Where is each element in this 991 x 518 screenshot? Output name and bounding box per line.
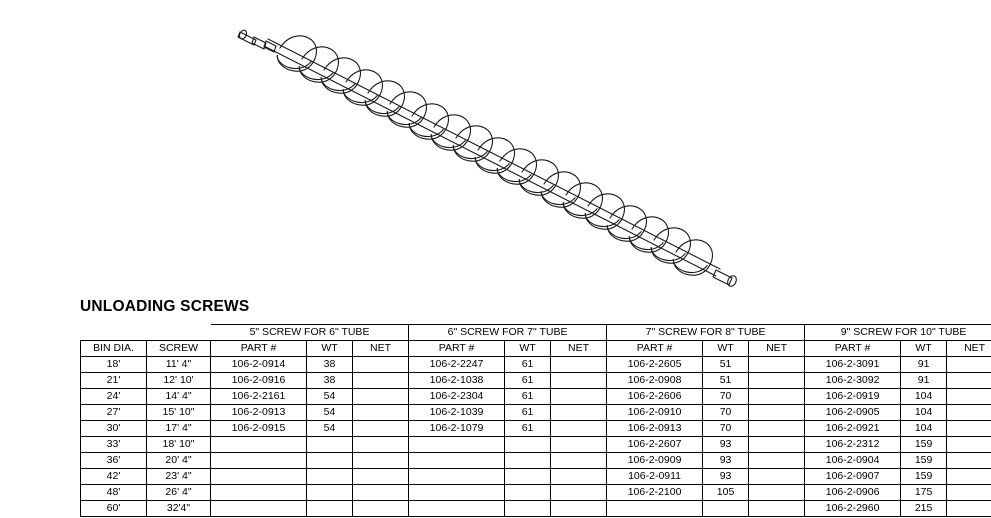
table-cell bbox=[749, 437, 805, 453]
table-cell: 91 bbox=[901, 357, 947, 373]
table-cell: 70 bbox=[703, 405, 749, 421]
column-header: PART # bbox=[607, 341, 703, 357]
table-cell: 27' bbox=[81, 405, 147, 421]
table-cell: 23' 4" bbox=[147, 469, 211, 485]
table-cell: 159 bbox=[901, 437, 947, 453]
group-header-1: 5" SCREW FOR 6" TUBE bbox=[211, 325, 409, 341]
table-cell: 106-2-0911 bbox=[607, 469, 703, 485]
table-row bbox=[81, 421, 991, 437]
table-cell bbox=[947, 373, 991, 389]
table-cell bbox=[551, 453, 607, 469]
table-cell bbox=[947, 405, 991, 421]
table-cell bbox=[409, 437, 505, 453]
table-cell: 54 bbox=[307, 421, 353, 437]
table-cell bbox=[211, 469, 307, 485]
table-cell bbox=[409, 485, 505, 501]
table-cell bbox=[749, 421, 805, 437]
table-cell bbox=[409, 469, 505, 485]
table-cell bbox=[947, 469, 991, 485]
table-cell bbox=[307, 437, 353, 453]
table-row bbox=[81, 453, 991, 469]
table-cell: 36' bbox=[81, 453, 147, 469]
group-header-4: 9" SCREW FOR 10" TUBE bbox=[805, 325, 991, 341]
table-cell bbox=[505, 453, 551, 469]
column-header: WT bbox=[307, 341, 353, 357]
table-cell: 61 bbox=[505, 389, 551, 405]
table-cell: 104 bbox=[901, 389, 947, 405]
column-header: PART # bbox=[409, 341, 505, 357]
table-cell: 105 bbox=[703, 485, 749, 501]
table-cell: 60' bbox=[81, 501, 147, 517]
table-cell bbox=[947, 421, 991, 437]
table-cell bbox=[947, 453, 991, 469]
table-cell: 106-2-0910 bbox=[607, 405, 703, 421]
table-cell: 215 bbox=[901, 501, 947, 517]
table-cell bbox=[551, 373, 607, 389]
table-cell: 15' 10" bbox=[147, 405, 211, 421]
column-header: NET bbox=[353, 341, 409, 357]
unloading-screws-table bbox=[80, 324, 991, 517]
table-cell bbox=[353, 453, 409, 469]
table-cell bbox=[307, 453, 353, 469]
table-cell: 106-2-0909 bbox=[607, 453, 703, 469]
table-cell: 26' 4" bbox=[147, 485, 211, 501]
table-cell: 18' bbox=[81, 357, 147, 373]
table-cell bbox=[211, 437, 307, 453]
table-cell: 70 bbox=[703, 389, 749, 405]
table-cell: 54 bbox=[307, 389, 353, 405]
table-cell: 106-2-0915 bbox=[211, 421, 307, 437]
table-cell bbox=[551, 485, 607, 501]
table-cell bbox=[749, 485, 805, 501]
auger-screw-drawing bbox=[210, 8, 770, 298]
table-cell: 42' bbox=[81, 469, 147, 485]
table-cell: 24' bbox=[81, 389, 147, 405]
table-cell bbox=[551, 421, 607, 437]
table-cell bbox=[211, 453, 307, 469]
table-cell: 61 bbox=[505, 357, 551, 373]
column-header: WT bbox=[901, 341, 947, 357]
table-cell bbox=[211, 501, 307, 517]
table-cell: 106-2-0913 bbox=[607, 421, 703, 437]
table-cell: 106-2-0905 bbox=[805, 405, 901, 421]
column-header: PART # bbox=[805, 341, 901, 357]
table-cell: 61 bbox=[505, 373, 551, 389]
table-cell: 17' 4" bbox=[147, 421, 211, 437]
table-cell bbox=[353, 389, 409, 405]
table-cell bbox=[551, 437, 607, 453]
table-cell: 106-2-0919 bbox=[805, 389, 901, 405]
table-cell: 20' 4" bbox=[147, 453, 211, 469]
table-cell: 175 bbox=[901, 485, 947, 501]
column-header: PART # bbox=[211, 341, 307, 357]
table-cell bbox=[505, 437, 551, 453]
table-cell: 106-2-1079 bbox=[409, 421, 505, 437]
table-cell: 106-2-1039 bbox=[409, 405, 505, 421]
table-cell bbox=[505, 485, 551, 501]
table-cell: 106-2-3091 bbox=[805, 357, 901, 373]
table-cell bbox=[947, 501, 991, 517]
table-cell: 106-2-2605 bbox=[607, 357, 703, 373]
table-cell: 14' 4" bbox=[147, 389, 211, 405]
table-cell: 30' bbox=[81, 421, 147, 437]
table-cell: 54 bbox=[307, 405, 353, 421]
table-row bbox=[81, 389, 991, 405]
table-cell: 48' bbox=[81, 485, 147, 501]
table-cell bbox=[703, 501, 749, 517]
column-header: NET bbox=[551, 341, 607, 357]
table-cell bbox=[607, 501, 703, 517]
table-body bbox=[81, 357, 991, 517]
table-cell: 106-2-1038 bbox=[409, 373, 505, 389]
auger-screw-illustration bbox=[210, 8, 770, 298]
table-cell bbox=[749, 501, 805, 517]
table-cell: 93 bbox=[703, 437, 749, 453]
column-header: NET bbox=[947, 341, 991, 357]
group-header-blank bbox=[81, 325, 211, 341]
table-cell: 106-2-2312 bbox=[805, 437, 901, 453]
table-cell bbox=[353, 437, 409, 453]
table-header bbox=[81, 325, 991, 357]
table-cell: 33' bbox=[81, 437, 147, 453]
table-cell: 106-2-0906 bbox=[805, 485, 901, 501]
table-cell bbox=[749, 405, 805, 421]
table-cell: 70 bbox=[703, 421, 749, 437]
table-cell: 18' 10" bbox=[147, 437, 211, 453]
table-cell bbox=[353, 373, 409, 389]
table-cell: 106-2-3092 bbox=[805, 373, 901, 389]
table-cell: 38 bbox=[307, 357, 353, 373]
table-cell: 106-2-0921 bbox=[805, 421, 901, 437]
table-cell: 11' 4" bbox=[147, 357, 211, 373]
group-header-3: 7" SCREW FOR 8" TUBE bbox=[607, 325, 805, 341]
table-cell bbox=[749, 373, 805, 389]
table-cell: 106-2-2960 bbox=[805, 501, 901, 517]
table-cell bbox=[551, 389, 607, 405]
table-cell bbox=[211, 485, 307, 501]
table-cell: 106-2-2247 bbox=[409, 357, 505, 373]
table-cell: 106-2-2100 bbox=[607, 485, 703, 501]
table-cell bbox=[353, 405, 409, 421]
table-cell bbox=[947, 437, 991, 453]
table-row bbox=[81, 485, 991, 501]
column-header: WT bbox=[505, 341, 551, 357]
table-cell: 159 bbox=[901, 469, 947, 485]
table-cell: 106-2-0916 bbox=[211, 373, 307, 389]
table-cell bbox=[409, 501, 505, 517]
table-cell bbox=[307, 485, 353, 501]
table-cell: 12' 10' bbox=[147, 373, 211, 389]
table-cell: 61 bbox=[505, 421, 551, 437]
table-cell bbox=[947, 389, 991, 405]
table-row bbox=[81, 405, 991, 421]
table-cell: 104 bbox=[901, 421, 947, 437]
table-cell bbox=[749, 389, 805, 405]
table-cell bbox=[353, 501, 409, 517]
table-cell: 93 bbox=[703, 469, 749, 485]
table-cell: 106-2-0907 bbox=[805, 469, 901, 485]
table-cell bbox=[505, 469, 551, 485]
table-cell bbox=[353, 421, 409, 437]
table-cell: 106-2-0904 bbox=[805, 453, 901, 469]
table-row bbox=[81, 469, 991, 485]
table-cell bbox=[551, 469, 607, 485]
table-cell bbox=[307, 501, 353, 517]
table-cell bbox=[551, 501, 607, 517]
table-cell: 104 bbox=[901, 405, 947, 421]
table-cell bbox=[947, 357, 991, 373]
table-cell bbox=[353, 485, 409, 501]
table-cell bbox=[749, 453, 805, 469]
section-title: UNLOADING SCREWS bbox=[80, 298, 250, 315]
column-header: WT bbox=[703, 341, 749, 357]
table-cell bbox=[353, 469, 409, 485]
table-cell bbox=[409, 453, 505, 469]
column-header: BIN DIA. bbox=[81, 341, 147, 357]
column-header-row bbox=[81, 341, 991, 357]
table-cell: 106-2-2161 bbox=[211, 389, 307, 405]
table-cell: 106-2-2607 bbox=[607, 437, 703, 453]
table-cell: 51 bbox=[703, 357, 749, 373]
column-header: NET bbox=[749, 341, 805, 357]
table-cell bbox=[353, 357, 409, 373]
unloading-screws-table-container bbox=[80, 324, 986, 517]
table-cell: 159 bbox=[901, 453, 947, 469]
group-header-row bbox=[81, 325, 991, 341]
table-cell: 32'4" bbox=[147, 501, 211, 517]
table-row bbox=[81, 437, 991, 453]
table-cell bbox=[947, 485, 991, 501]
table-cell: 106-2-0908 bbox=[607, 373, 703, 389]
table-cell: 106-2-0914 bbox=[211, 357, 307, 373]
table-cell bbox=[505, 501, 551, 517]
table-row bbox=[81, 501, 991, 517]
table-cell: 51 bbox=[703, 373, 749, 389]
table-cell: 93 bbox=[703, 453, 749, 469]
table-cell bbox=[749, 357, 805, 373]
table-cell: 91 bbox=[901, 373, 947, 389]
table-row bbox=[81, 357, 991, 373]
table-cell: 106-2-2304 bbox=[409, 389, 505, 405]
table-cell: 106-2-2606 bbox=[607, 389, 703, 405]
table-cell bbox=[551, 357, 607, 373]
table-cell bbox=[551, 405, 607, 421]
table-cell bbox=[307, 469, 353, 485]
table-cell: 21' bbox=[81, 373, 147, 389]
table-cell: 38 bbox=[307, 373, 353, 389]
group-header-2: 6" SCREW FOR 7" TUBE bbox=[409, 325, 607, 341]
table-cell: 61 bbox=[505, 405, 551, 421]
table-row bbox=[81, 373, 991, 389]
table-cell bbox=[749, 469, 805, 485]
column-header: SCREW bbox=[147, 341, 211, 357]
table-cell: 106-2-0913 bbox=[211, 405, 307, 421]
